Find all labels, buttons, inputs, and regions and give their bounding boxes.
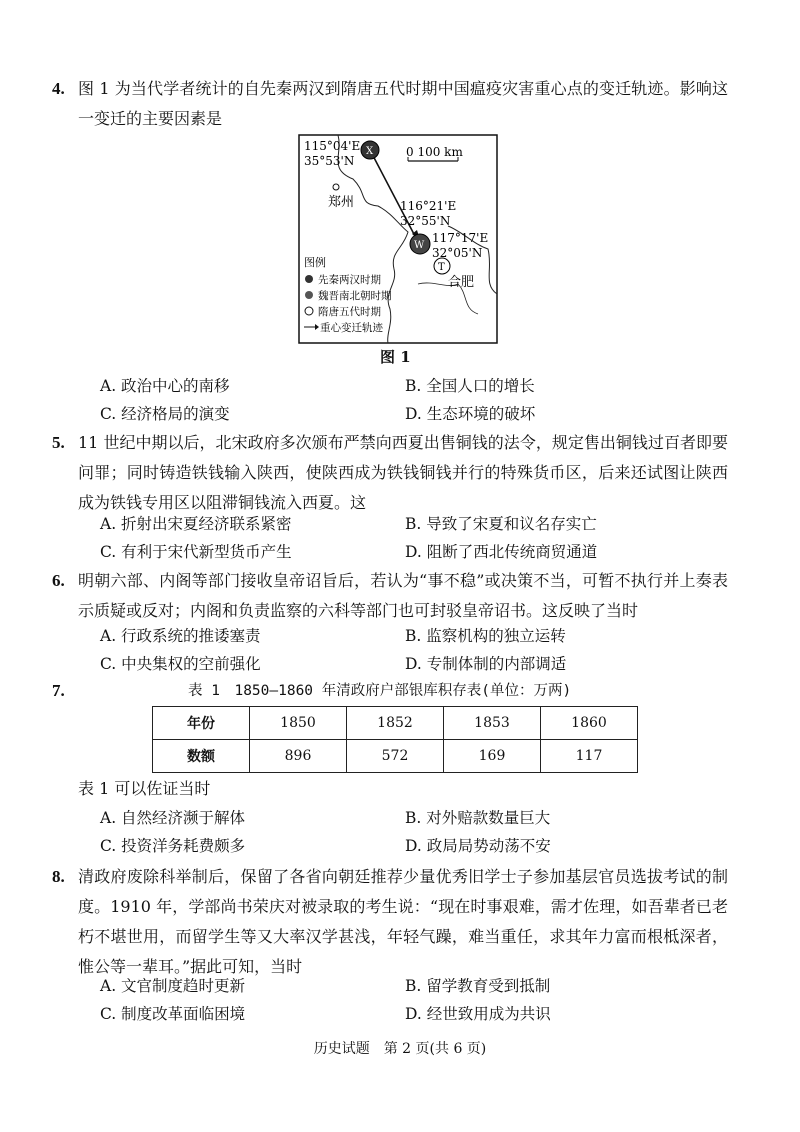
question-number: 6. [52, 571, 65, 590]
option-b: B. 全国人口的增长 [405, 377, 535, 395]
option-a: A. 自然经济濒于解体 [100, 809, 246, 827]
option-a: A. 折射出宋夏经济联系紧密 [100, 515, 292, 533]
option-d: D. 经世致用成为共识 [405, 1005, 551, 1023]
option-b: B. 对外赔款数量巨大 [405, 809, 551, 827]
table-cell: 1860 [541, 707, 638, 740]
option-a: A. 政治中心的南移 [100, 377, 230, 395]
question-number: 4. [52, 79, 65, 98]
table-cell: 1852 [347, 707, 444, 740]
table-cell: 572 [347, 740, 444, 773]
legend-item-4: 重心变迁轨迹 [320, 322, 383, 334]
table-row [153, 740, 638, 773]
question-4 [52, 74, 728, 134]
table-cell: 1850 [250, 707, 347, 740]
table-cell: 1853 [444, 707, 541, 740]
option-a: A. 行政系统的推诿塞责 [100, 627, 261, 645]
plague-center-map [298, 134, 498, 344]
question-stem: 明朝六部、内阁等部门接收皇帝诏旨后，若认为“事不稳”或决策不当，可暂不执行并上奏表示质疑或反对；内阁和负责监察的六科等部门也可封驳皇帝诏书。这反映了当时 [78, 571, 728, 620]
coord-1-lon: 115°04'E [304, 139, 361, 153]
coord-2-lat: 32°55'N [400, 214, 451, 228]
legend-title: 图例 [304, 256, 326, 269]
table-cell: 896 [250, 740, 347, 773]
coord-3-lat: 32°05'N [432, 246, 483, 260]
question-stem: 表 1 可以佐证当时 [78, 779, 211, 798]
legend-item-2: 魏晋南北朝时期 [318, 290, 392, 302]
city-hefei: 合肥 [448, 275, 475, 290]
coord-2-lon: 116°21'E [400, 199, 457, 213]
question-number: 5. [52, 433, 65, 452]
option-d: D. 专制体制的内部调适 [405, 655, 567, 673]
question-7-stem [78, 774, 728, 804]
figure-caption: 图 1 [380, 348, 411, 366]
coord-3-lon: 117°17'E [432, 231, 489, 245]
option-d: D. 生态环境的破坏 [405, 405, 536, 423]
question-number: 8. [52, 867, 65, 886]
legend-item-3: 隋唐五代时期 [318, 306, 381, 318]
question-8 [52, 862, 728, 982]
table-header-amount: 数额 [153, 740, 250, 773]
option-b: B. 监察机构的独立运转 [405, 627, 566, 645]
question-stem: 11 世纪中期以后，北宋政府多次颁布严禁向西夏出售铜钱的法令，规定售出铜钱过百者即要问罪；同时铸造铁钱输入陕西，使陕西成为铁钱铜钱并行的特殊货币区，后来还试图让陕西成为铁钱专用区以阻滞铜钱流入西夏。这 [78, 433, 728, 512]
option-b: B. 导致了宋夏和议名存实亡 [405, 515, 597, 533]
question-5 [52, 428, 728, 518]
question-stem: 图 1 为当代学者统计的自先秦两汉到隋唐五代时期中国瘟疫灾害重心点的变迁轨迹。影响这一变迁的主要因素是 [78, 79, 728, 128]
map-scale-label: 0 100 km [406, 145, 463, 159]
silver-reserve-table [152, 706, 638, 773]
marker-x-label: X [366, 146, 374, 157]
table-cell: 117 [541, 740, 638, 773]
city-zhengzhou: 郑州 [328, 195, 355, 210]
question-stem: 清政府废除科举制后，保留了各省向朝廷推荐少量优秀旧学士子参加基层官员选拔考试的制度。1910 年，学部尚书荣庆对被录取的考生说：“现在时事艰难，需才佐理，如吾辈者已老朽不堪世用，而留学生等又大率汉学甚浅，年轻气躁，难当重任，求其年力富而根柢深者，惟公等一辈耳。”据此可知，当时 [78, 867, 728, 976]
table-cell: 169 [444, 740, 541, 773]
option-c: C. 有利于宋代新型货币产生 [100, 543, 292, 561]
marker-t-label: T [438, 262, 445, 273]
option-c: C. 制度改革面临困境 [100, 1005, 246, 1023]
table-title: 表 1 1850—1860 年清政府户部银库积存表(单位：万两) [188, 683, 572, 699]
question-7 [52, 676, 728, 706]
option-c: C. 投资洋务耗费颇多 [100, 837, 246, 855]
table-header-year: 年份 [153, 707, 250, 740]
option-c: C. 经济格局的演变 [100, 405, 230, 423]
question-6 [52, 566, 728, 626]
coord-1-lat: 35°53'N [304, 154, 355, 168]
option-d: D. 阻断了西北传统商贸通道 [405, 543, 598, 561]
option-c: C. 中央集权的空前强化 [100, 655, 261, 673]
legend-item-1: 先秦两汉时期 [318, 274, 381, 286]
question-number: 7. [52, 681, 65, 700]
marker-w-label: W [414, 240, 425, 251]
table-row [153, 707, 638, 740]
option-d: D. 政局局势动荡不安 [405, 837, 551, 855]
option-b: B. 留学教育受到抵制 [405, 977, 551, 995]
option-a: A. 文官制度趋时更新 [100, 977, 246, 995]
page-footer: 历史试题 第 2 页(共 6 页) [313, 1041, 487, 1057]
